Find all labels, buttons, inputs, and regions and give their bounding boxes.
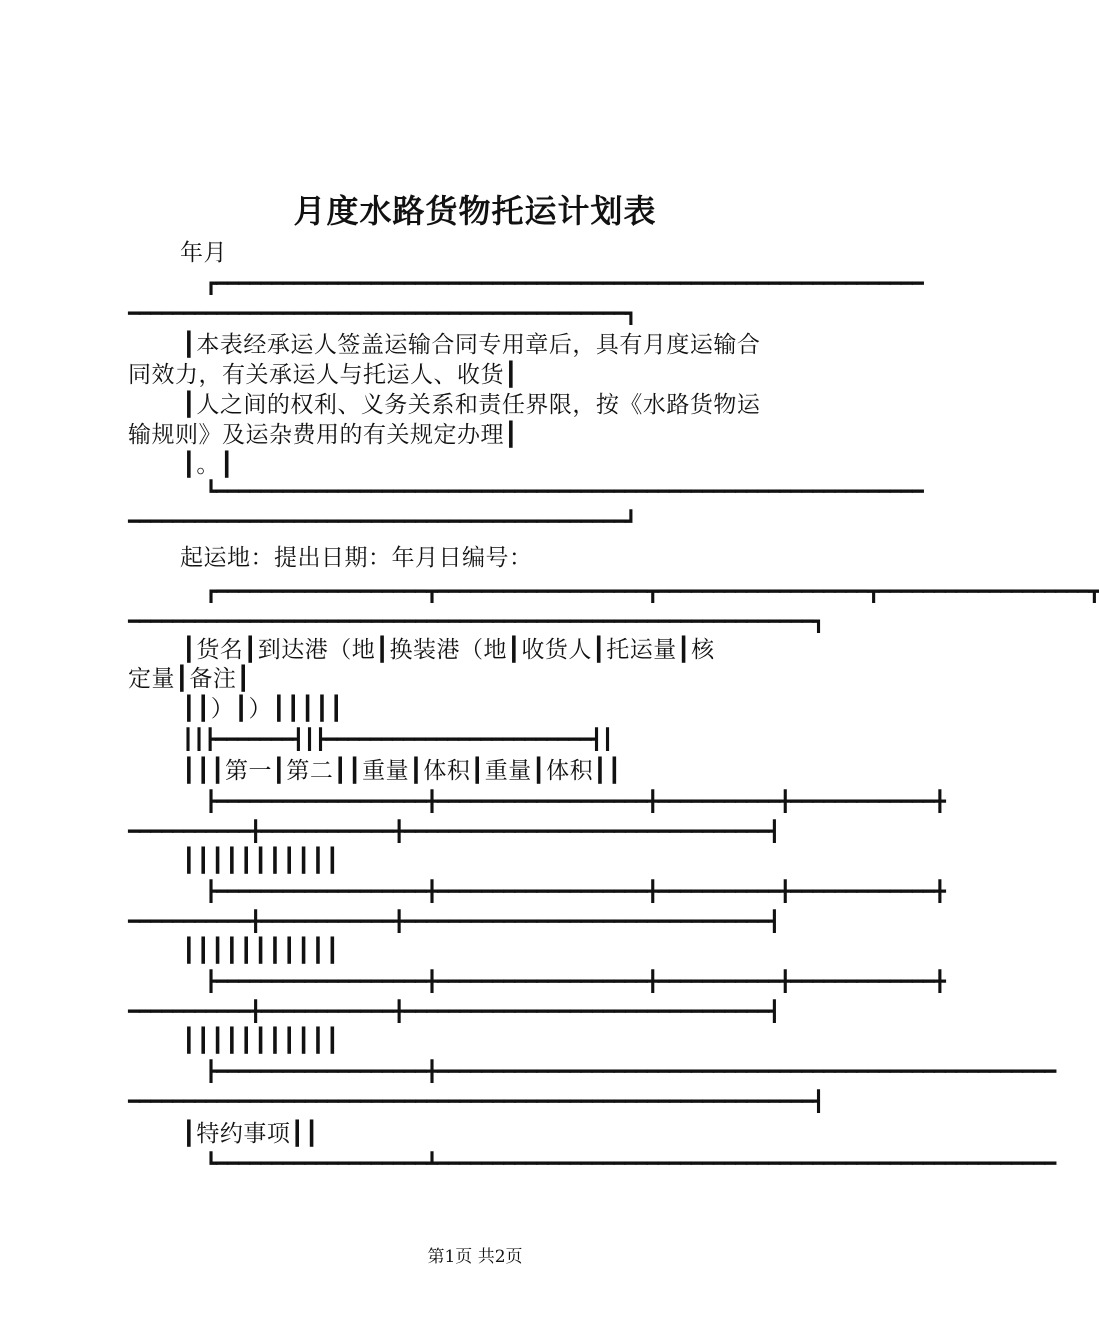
table-subheader-labels: ┃┃┃第一┃第二┃┃重量┃体积┃重量┃体积┃┃ (182, 758, 622, 784)
table-row-separator-3b: ━━━━━━━━━━━╋━━━━━━━━━━━━╋━━━━━━━━━━━━━━━━━━━━━━━━━━━━━━━━━┫ (128, 999, 780, 1023)
table-row-separator-3a: ┣━━━━━━━━━━━━━━━━━━━╋━━━━━━━━━━━━━━━━━━━╋━━━━━━━━━━━╋━━━━━━━━━━━━━╋ (205, 969, 945, 993)
notice-border-bottom-1: ┗━━━━━━━━━━━━━━━━━━━━━━━━━━━━━━━━━━━━━━━━━━━━━━━━━━━━━━━━━━━━━━━━ (205, 479, 923, 503)
document-title: 月度水路货物托运计划表 (293, 192, 657, 230)
notice-text-line-2: 同效力，有关承运人与托运人、收货┃ (128, 362, 519, 388)
table-row-separator-4a: ┣━━━━━━━━━━━━━━━━━━━╋━━━━━━━━━━━━━━━━━━━━━━━━━━━━━━━━━━━━━━━━━━━━━━━━━━━━━━━━ (205, 1059, 1056, 1083)
notice-border-top-2: ━━━━━━━━━━━━━━━━━━━━━━━━━━━━━━━━━━━━━━━━━━━━━┓ (128, 301, 636, 325)
notice-text-line-5: ┃。┃ (182, 452, 235, 478)
page-footer: 第1页 共2页 (427, 1247, 523, 1267)
table-row-1: ┃┃┃┃┃┃┃┃┃┃┃ (182, 848, 340, 874)
notice-text-line-3: ┃人之间的权利、义务关系和责任界限，按《水路货物运 (182, 392, 761, 418)
table-header-line-1: ┃货名┃到达港（地┃换装港（地┃收货人┃托运量┃核 (182, 637, 715, 663)
table-row-separator-4b: ━━━━━━━━━━━━━━━━━━━━━━━━━━━━━━━━━━━━━━━━━━━━━━━━━━━━━━━━━━━━━━┫ (128, 1089, 824, 1113)
table-border-bottom: ┗━━━━━━━━━━━━━━━━━━━┻━━━━━━━━━━━━━━━━━━━━━━━━━━━━━━━━━━━━━━━━━━━━━━━━━━━━━━━━ (205, 1151, 1056, 1175)
table-row-separator-1b: ━━━━━━━━━━━╋━━━━━━━━━━━━╋━━━━━━━━━━━━━━━━━━━━━━━━━━━━━━━━━┫ (128, 819, 780, 843)
table-header-line-2: 定量┃备注┃ (128, 666, 251, 692)
notice-border-bottom-2: ━━━━━━━━━━━━━━━━━━━━━━━━━━━━━━━━━━━━━━━━━━━━━┛ (128, 509, 636, 533)
notice-text-line-4: 输规则》及运杂费用的有关规定办理┃ (128, 422, 519, 448)
special-terms-row: ┃特约事项┃┃ (182, 1121, 320, 1147)
table-border-top-1: ┏━━━━━━━━━━━━━━━━━━━┳━━━━━━━━━━━━━━━━━━━┳━━━━━━━━━━━━━━━━━━━┳━━━━━━━━━━━━━━━━━━━┳ (205, 579, 1099, 603)
notice-text-line-1: ┃本表经承运人签盖运输合同专用章后，具有月度运输合 (182, 332, 761, 358)
table-row-3: ┃┃┃┃┃┃┃┃┃┃┃ (182, 1028, 340, 1054)
table-header-line-3: ┃┃）┃）┃┃┃┃┃ (182, 696, 344, 722)
table-row-2: ┃┃┃┃┃┃┃┃┃┃┃ (182, 938, 340, 964)
table-border-top-2: ━━━━━━━━━━━━━━━━━━━━━━━━━━━━━━━━━━━━━━━━━━━━━━━━━━━━━━━━━━━━━━┓ (128, 609, 824, 633)
table-row-separator-1a: ┣━━━━━━━━━━━━━━━━━━━╋━━━━━━━━━━━━━━━━━━━╋━━━━━━━━━━━╋━━━━━━━━━━━━━╋ (205, 789, 945, 813)
year-month-label: 年月 (180, 240, 227, 266)
shipment-header-line: 起运地：提出日期：年月日编号： (180, 545, 533, 571)
table-row-separator-2b: ━━━━━━━━━━━╋━━━━━━━━━━━━╋━━━━━━━━━━━━━━━━━━━━━━━━━━━━━━━━━┫ (128, 909, 780, 933)
table-row-separator-2a: ┣━━━━━━━━━━━━━━━━━━━╋━━━━━━━━━━━━━━━━━━━╋━━━━━━━━━━━╋━━━━━━━━━━━━━╋ (205, 879, 945, 903)
notice-border-top-1: ┏━━━━━━━━━━━━━━━━━━━━━━━━━━━━━━━━━━━━━━━━━━━━━━━━━━━━━━━━━━━━━━━━ (205, 271, 923, 295)
table-subheader-border: ┃┃┣━━━━━━━┫┃┣━━━━━━━━━━━━━━━━━━━━━━━━┫┃ (182, 727, 613, 751)
